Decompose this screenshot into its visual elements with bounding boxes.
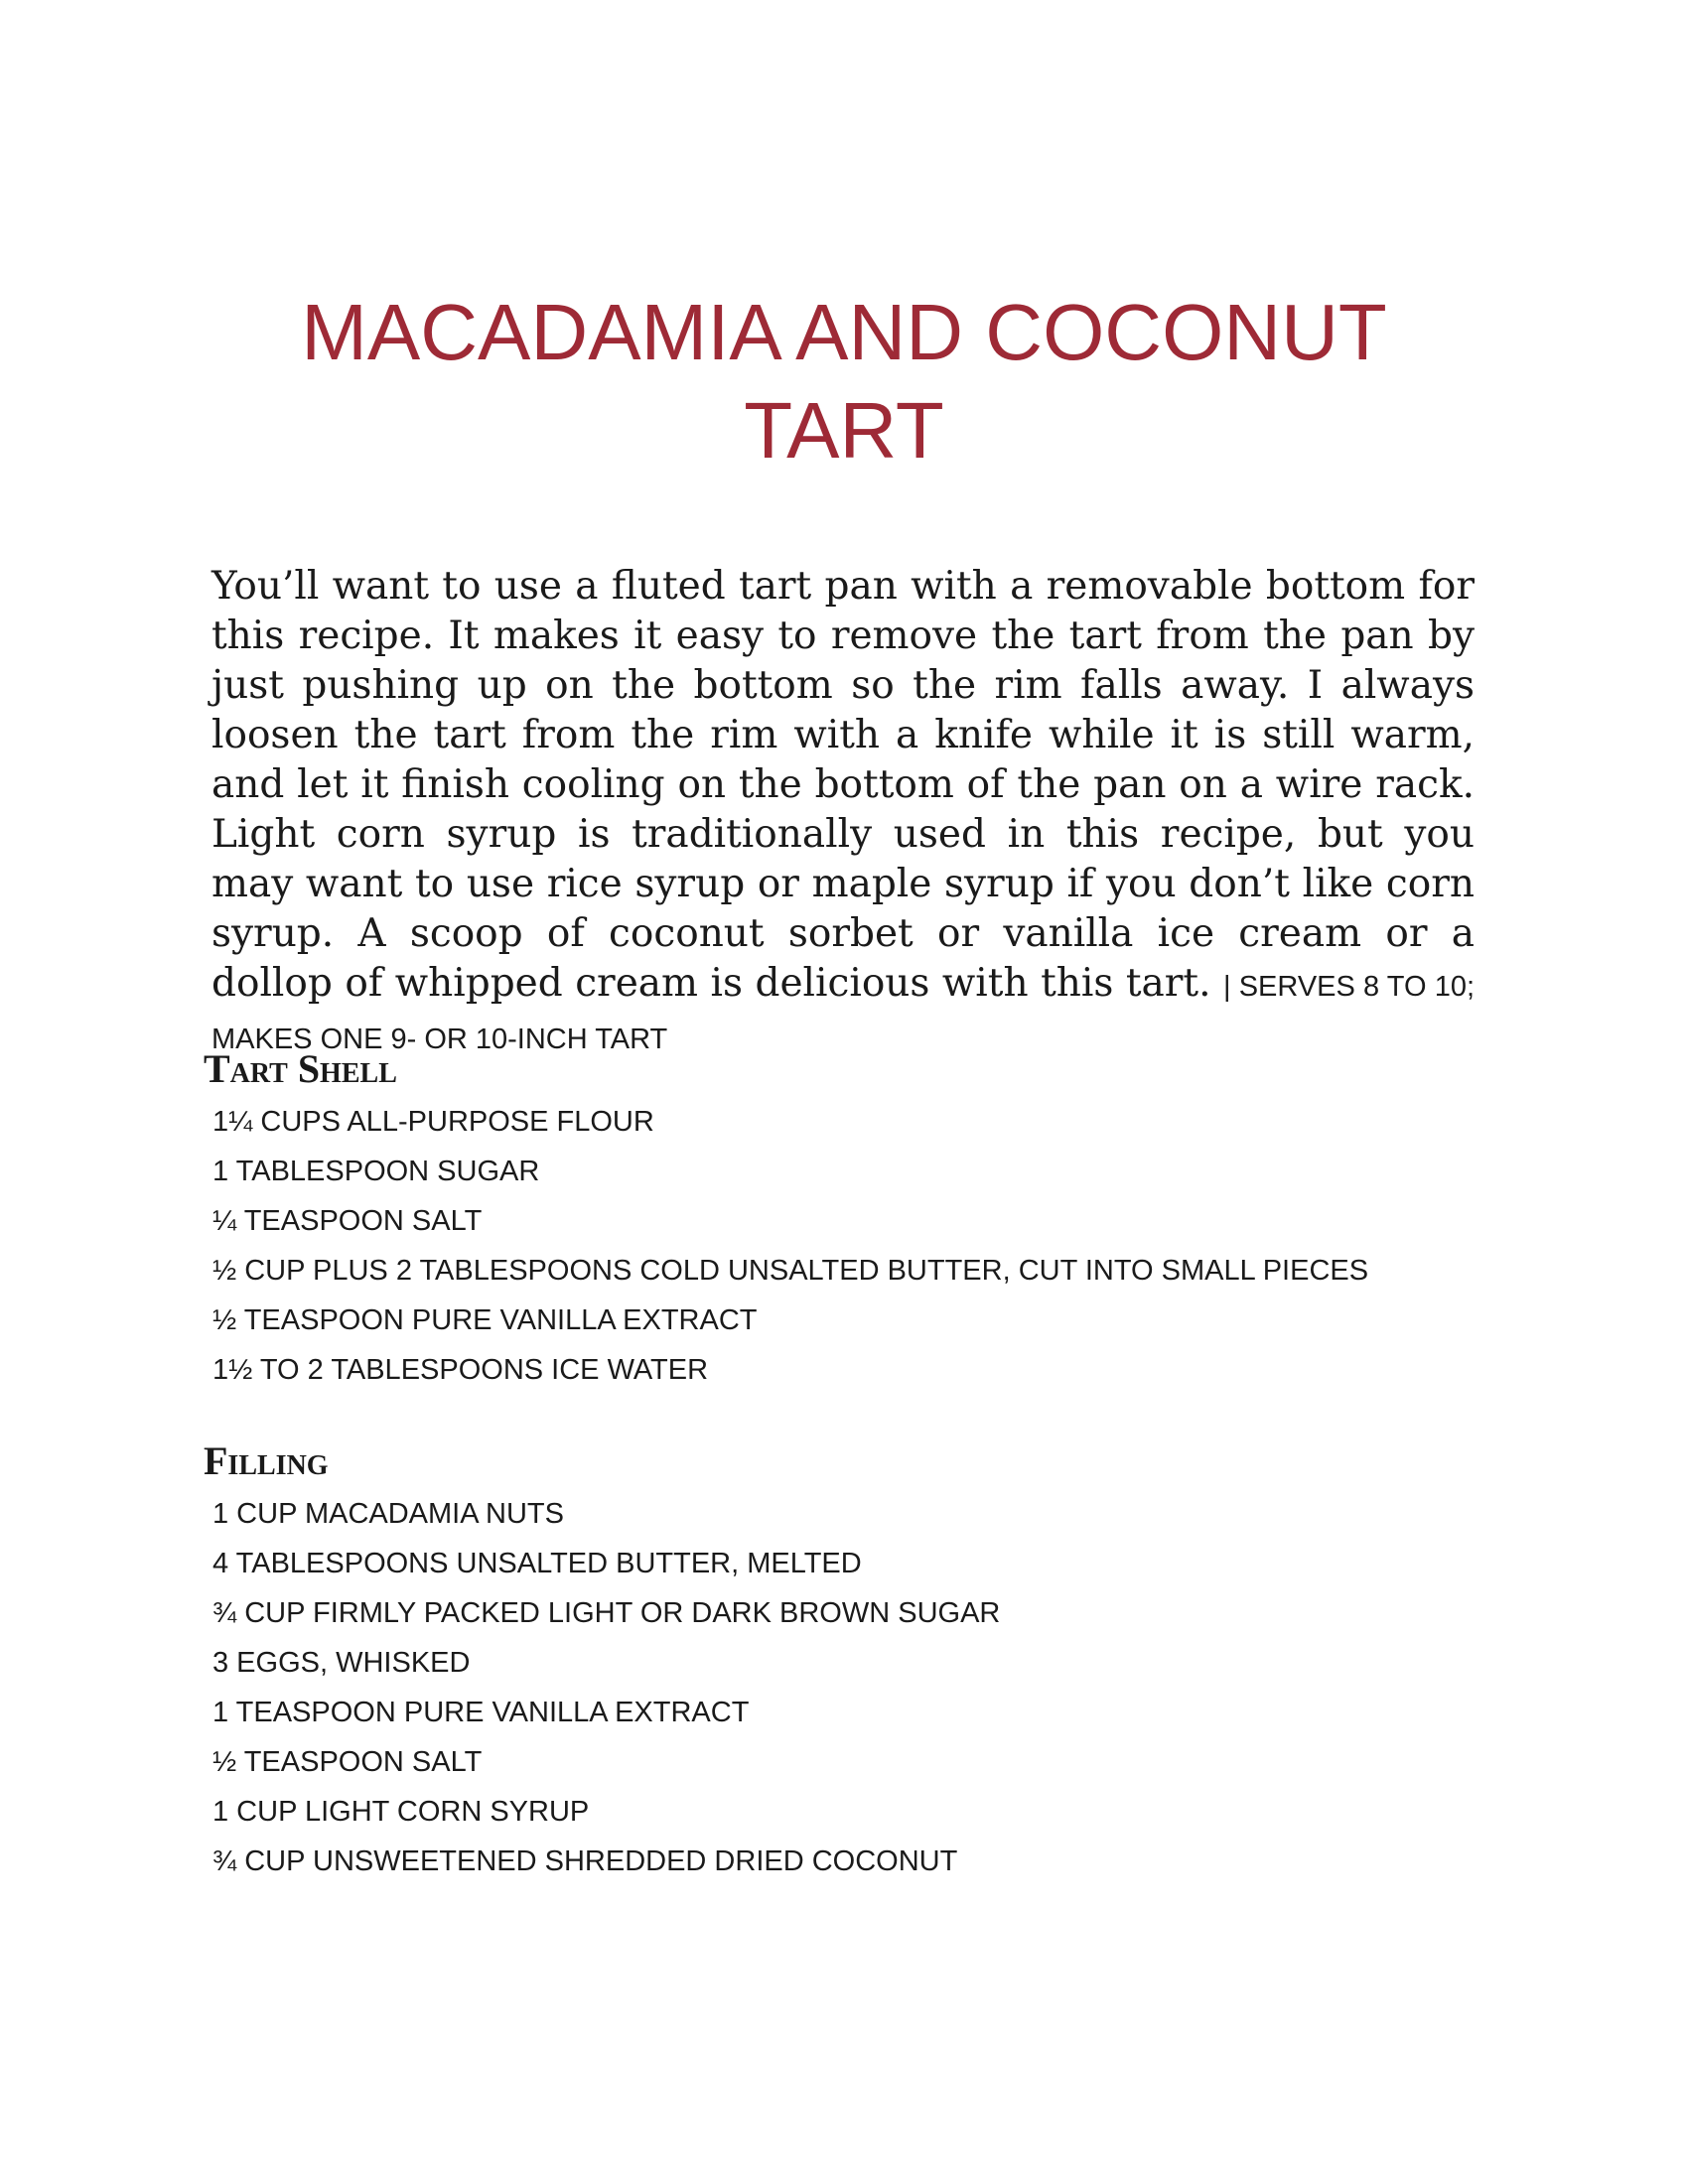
recipe-yield: | SERVES 8 TO 10; MAKES ONE 9- OR 10-INCH TART	[211, 971, 1476, 1055]
recipe-title: MACADAMIA AND COCONUT TART	[301, 288, 1387, 475]
ingredient-item: 1½ TO 2 TABLESPOONS ICE WATER	[212, 1354, 709, 1386]
ingredient-item: ¼ TEASPOON SALT	[212, 1205, 483, 1237]
recipe-intro	[211, 562, 1475, 1064]
ingredient-item: ½ TEASPOON SALT	[212, 1746, 483, 1778]
ingredient-item: ½ TEASPOON PURE VANILLA EXTRACT	[212, 1304, 758, 1336]
ingredient-item: ½ CUP PLUS 2 TABLESPOONS COLD UNSALTED BUTTER, CUT INTO SMALL PIECES	[212, 1255, 1369, 1287]
ingredient-item: 1 TABLESPOON SUGAR	[212, 1156, 540, 1187]
ingredient-item: 4 TABLESPOONS UNSALTED BUTTER, MELTED	[212, 1548, 862, 1579]
section-heading-filling: Filling	[204, 1438, 329, 1483]
ingredient-list-tart-shell	[212, 1097, 1368, 1395]
ingredient-item: ¾ CUP UNSWEETENED SHREDDED DRIED COCONUT	[212, 1845, 958, 1877]
ingredient-item: 3 EGGS, WHISKED	[212, 1647, 471, 1679]
ingredient-item: 1¼ CUPS ALL-PURPOSE FLOUR	[212, 1106, 654, 1138]
intro-text: You’ll want to use a fluted tart pan with a removable bottom for this recipe. It makes it easy to remove the tart from the pan by just pushing up on the bottom so the rim falls away. I always loosen the tart from the rim with a knife while it is still warm, and let it finish cooling on the bottom of the pan on a wire rack. Light corn syrup is traditionally used in this recipe, but you may want to use rice syrup or maple syrup if you don’t like corn syrup. A scoop of coconut sorbet or vanilla ice cream or a dollop of whipped cream is delicious with this tart.	[211, 564, 1475, 1006]
ingredient-list-filling	[212, 1489, 1000, 1886]
ingredient-item: 1 CUP LIGHT CORN SYRUP	[212, 1796, 590, 1828]
ingredient-item: 1 TEASPOON PURE VANILLA EXTRACT	[212, 1697, 750, 1728]
ingredient-item: 1 CUP MACADAMIA NUTS	[212, 1498, 564, 1530]
section-heading-tart-shell: Tart Shell	[204, 1046, 397, 1091]
ingredient-item: ¾ CUP FIRMLY PACKED LIGHT OR DARK BROWN SUGAR	[212, 1597, 1001, 1629]
